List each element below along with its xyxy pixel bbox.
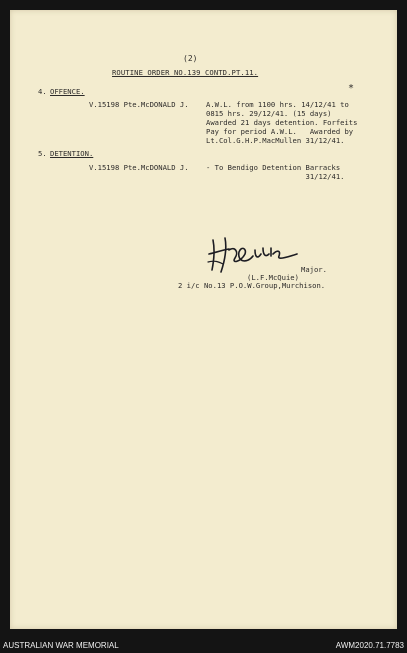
detention-line: 31/12/41.: [206, 172, 345, 181]
offence-line: Awarded 21 days detention. Forfeits: [206, 118, 358, 127]
page-number: (2): [183, 54, 198, 63]
offence-line: A.W.L. from 1100 hrs. 14/12/41 to: [206, 100, 349, 109]
handwritten-signature: [205, 232, 301, 276]
detention-serial: V.15198 Pte.McDONALD J.: [89, 163, 189, 172]
document-page: [10, 10, 397, 629]
signatory-unit: 2 i/c No.13 P.O.W.Group,Murchison.: [178, 281, 326, 290]
offence-line: 0815 hrs. 29/12/41. (15 days): [206, 109, 332, 118]
offence-line: Lt.Col.G.H.P.MacMullen 31/12/41.: [206, 136, 345, 145]
section-number-detention: 5.: [38, 149, 47, 158]
signatory-name: (L.F.McQuie): [247, 273, 299, 282]
detention-line: - To Bendigo Detention Barracks: [206, 163, 341, 172]
offence-line: Pay for period A.W.L. Awarded by: [206, 127, 354, 136]
section-title-offence: OFFENCE.: [50, 87, 85, 96]
signatory-rank: Major.: [301, 265, 327, 274]
section-number-offence: 4.: [38, 87, 47, 96]
order-heading: ROUTINE ORDER NO.139 CONTD.PT.11.: [112, 68, 259, 77]
footer-institution: AUSTRALIAN WAR MEMORIAL: [3, 641, 119, 650]
section-title-detention: DETENTION.: [50, 149, 94, 158]
footer-accession-number: AWM2020.71.7783: [335, 641, 404, 650]
offence-serial: V.15198 Pte.McDONALD J.: [89, 100, 189, 109]
margin-mark: *: [348, 83, 355, 94]
